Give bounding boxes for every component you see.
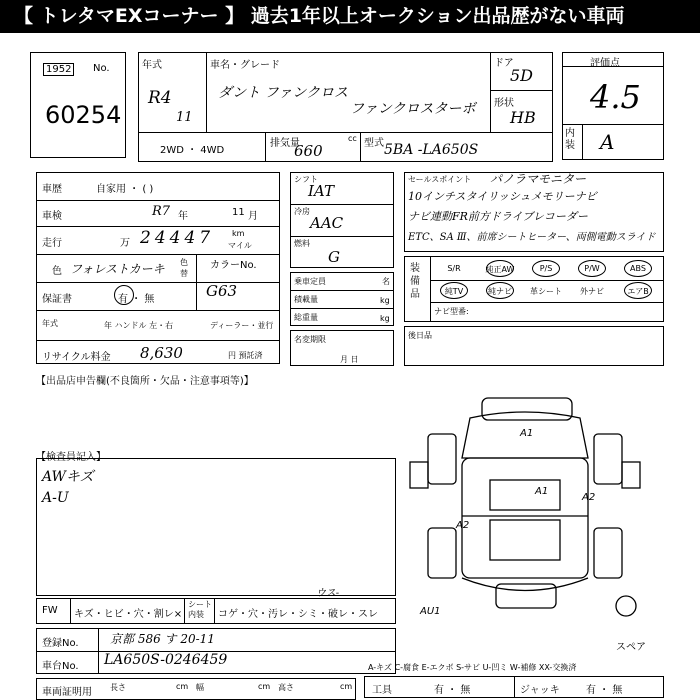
fw-label: FW xyxy=(42,605,58,616)
cert-col: 長さ xyxy=(110,683,126,692)
equip-circle xyxy=(486,282,514,299)
later-items-label: 後日品 xyxy=(408,331,432,340)
inspection-month-unit: 月 xyxy=(248,211,258,222)
displacement-unit: cc xyxy=(348,134,357,143)
interior-value: A xyxy=(600,130,615,154)
load-label: 積載量 xyxy=(294,295,318,304)
ac-value: AAC xyxy=(310,214,344,232)
reg-value: 京都 586 す 20-11 xyxy=(110,632,215,646)
mileage-unit-mile: マイル xyxy=(228,241,252,250)
shift-value: IAT xyxy=(308,182,334,200)
lot-number-box xyxy=(30,52,126,158)
recycle-unit: 円 預託済 xyxy=(228,351,263,360)
equip-item: エアB xyxy=(627,287,649,296)
doors-value: 5D xyxy=(510,66,534,85)
equip-item: P/S xyxy=(539,264,553,273)
cert-col: 高さ xyxy=(278,683,294,692)
equip-item: S/R xyxy=(447,264,461,273)
sales-point-4: ETC、SA Ⅲ、前席シートヒーター、両側電動スライド xyxy=(408,232,656,243)
color-label: 色 xyxy=(52,266,62,277)
chassis-value: LA650S-0246459 xyxy=(104,652,228,668)
inspector-line-1: AWキズ xyxy=(42,469,94,485)
diagram-mark: A1 xyxy=(520,428,534,439)
chassis-label: 車台No. xyxy=(42,661,79,672)
equip-item: 外ナビ xyxy=(580,287,604,296)
drive-label: 2WD ・ 4WD xyxy=(160,145,225,156)
warranty-value: 有 ・ 無 xyxy=(118,294,155,305)
cert-label: 車両証明用 xyxy=(42,687,92,698)
seat-value: コゲ・穴・汚レ・シミ・破レ・スレ xyxy=(218,609,378,620)
dealer-label: ディーラー・並行 xyxy=(210,321,274,330)
equip-item: P/W xyxy=(584,264,600,273)
diagram-mark: ウス- xyxy=(316,588,340,599)
tool-value: 有 ・ 無 xyxy=(434,685,471,696)
warranty-label: 保証書 xyxy=(42,294,72,305)
jack-value: 有 ・ 無 xyxy=(586,685,623,696)
car-diagram xyxy=(400,388,650,628)
inspection-label: 車検 xyxy=(42,211,62,222)
equip-item: 純正AW xyxy=(485,265,515,274)
cert-col: 幅 xyxy=(196,683,204,692)
diagram-mark: A2 xyxy=(456,520,470,531)
page-header: 【 トレタマEXコーナー 】 過去1年以上オークション出品歴がない車両 xyxy=(0,0,700,33)
cert-col: cm xyxy=(258,682,271,691)
defect-legend: A-キズ C-腐食 E-エクボ S-サビ U-凹ミ W-補修 XX-交換済 xyxy=(368,663,577,672)
ac-label: 冷房 xyxy=(294,207,310,216)
seat-label: シート内装 xyxy=(188,600,212,619)
tool-label: 工具 xyxy=(372,685,392,696)
lot-year-small: 1952 xyxy=(43,63,74,76)
sales-point-2: 10インチスタイリッシュメモリーナビ xyxy=(408,190,597,203)
interior-label: 内装 xyxy=(565,128,575,151)
spare-label: スペア xyxy=(616,642,646,653)
load-unit: kg xyxy=(380,296,390,305)
displacement-label: 排気量 xyxy=(270,138,300,149)
displacement-value: 660 xyxy=(294,142,323,160)
fw-value: キズ・ヒビ・穴・割レ× xyxy=(74,609,183,620)
history-value: 自家用 ・ ( ) xyxy=(96,184,154,195)
sales-points-label: セールスポイント xyxy=(408,175,472,184)
mileage-unit-km: km xyxy=(232,229,245,238)
recycle-value: 8,630 xyxy=(140,344,183,362)
year-label: 年式 xyxy=(142,60,162,71)
model-value: 5BA -LA650S xyxy=(384,142,479,158)
first-reg-label: 年式 xyxy=(42,319,58,328)
equip-item: 純TV xyxy=(444,287,464,296)
fuel-label: 燃料 xyxy=(294,239,310,248)
weight-label: 総重量 xyxy=(294,313,318,322)
diagram-mark: AU1 xyxy=(420,606,441,617)
cert-col: cm xyxy=(340,682,353,691)
grade-value: ファンクロスターボ xyxy=(350,101,476,117)
seller-notes-label: 【出品店申告欄(不良箇所・欠品・注意事項等)】 xyxy=(36,376,254,387)
lot-number: 60254 xyxy=(45,101,122,129)
handle-label: 年 ハンドル 左・右 xyxy=(104,321,174,330)
color-value: フォレストカーキ xyxy=(70,262,165,276)
capacity-label: 乗車定員 xyxy=(294,277,326,286)
year-value: R4 xyxy=(148,88,172,108)
inspection-era: R7 xyxy=(152,204,171,219)
shift-label: シフト xyxy=(294,175,318,184)
warranty-circle xyxy=(114,285,134,305)
mileage-label: 走行 xyxy=(42,238,62,249)
mileage-man: 万 xyxy=(120,238,130,249)
score-value: 4.5 xyxy=(590,78,641,116)
reg-label: 登録No. xyxy=(42,638,79,649)
equip-circle xyxy=(578,260,606,277)
sales-point-1: パノラマモニター xyxy=(490,172,587,186)
name-change-label: 名変期限 xyxy=(294,335,326,344)
weight-unit: kg xyxy=(380,314,390,323)
name-change-unit: 月 日 xyxy=(340,355,359,364)
score-label: 評価点 xyxy=(590,58,620,69)
name-label: 車名・グレード xyxy=(210,60,280,71)
fuel-value: G xyxy=(328,248,340,266)
shape-value: HB xyxy=(510,108,536,127)
history-label: 車歴 xyxy=(42,184,62,195)
color-change-label: 色替 xyxy=(180,258,188,278)
shape-label: 形状 xyxy=(494,98,514,109)
model-label: 型式 xyxy=(364,138,384,149)
recycle-label: リサイクル料金 xyxy=(42,352,111,363)
inspector-label: 【検査員記入】 xyxy=(36,452,106,463)
inspector-line-2: A-U xyxy=(42,490,69,506)
month-value: 11 xyxy=(176,110,193,125)
doors-label: ドア xyxy=(494,58,514,69)
diagram-mark: A1 xyxy=(535,486,549,497)
inspection-month: 11 xyxy=(232,207,245,218)
equip-circle xyxy=(624,282,652,299)
navi-model-label: ナビ型番: xyxy=(434,307,469,316)
equipment-label: 装備品 xyxy=(410,263,420,300)
equip-item: 革シート xyxy=(530,287,562,296)
equip-item: 純ナビ xyxy=(488,287,512,296)
mileage-value: 24447 xyxy=(140,228,215,248)
later-items-block xyxy=(404,326,664,366)
equip-circle xyxy=(624,260,652,277)
capacity-unit: 名 xyxy=(382,277,390,286)
inspection-year-unit: 年 xyxy=(178,211,188,222)
equip-item: ABS xyxy=(630,264,646,273)
diagram-mark: A2 xyxy=(582,492,596,503)
jack-label: ジャッキ xyxy=(520,685,560,696)
color-no-label: カラーNo. xyxy=(210,260,257,271)
equip-circle xyxy=(440,282,468,299)
name-value: ダント ファンクロス xyxy=(218,85,349,101)
color-no-value: G63 xyxy=(206,282,238,300)
lot-no-label: No. xyxy=(93,63,110,74)
equip-circle xyxy=(486,260,514,277)
equip-circle xyxy=(532,260,560,277)
cert-col: cm xyxy=(176,682,189,691)
sales-point-3: ナビ連動FR前方ドライブレコーダー xyxy=(408,210,588,223)
